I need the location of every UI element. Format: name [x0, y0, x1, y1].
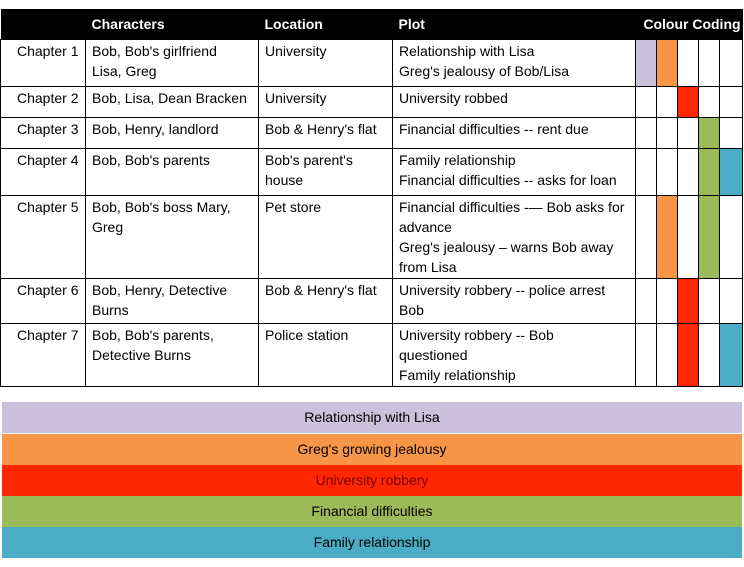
table-row	[1, 40, 743, 87]
location-cell	[259, 40, 393, 87]
header-colour-coding: Colour Coding	[636, 9, 743, 40]
colour-code-cell	[720, 279, 743, 324]
colour-code-cell	[678, 149, 699, 196]
chapter-cell: Chapter 5	[1, 196, 86, 279]
colour-code-cell-filled	[720, 324, 743, 387]
location-cell	[259, 279, 393, 324]
location-cell-line: University	[265, 43, 327, 59]
colour-code-cell-filled	[678, 324, 699, 387]
plot-cell-line: University robbery -- police arrest	[399, 282, 606, 298]
location-cell	[259, 87, 393, 118]
plot-cell-line: University robbery -- Bob	[399, 327, 554, 343]
colour-code-cell-filled	[699, 118, 720, 149]
plot-cell-line: Greg's jealousy of Bob/Lisa	[399, 63, 569, 79]
colour-code-cell-filled	[657, 40, 678, 87]
characters-cell	[86, 40, 259, 87]
characters-cell-line: Detective Burns	[92, 347, 191, 363]
table-row	[1, 279, 743, 324]
characters-cell-line: Bob, Henry, landlord	[92, 121, 219, 137]
header-blank	[1, 9, 86, 40]
colour-code-cell	[636, 87, 657, 118]
plot-cell-line: Financial difficulties -- asks for loan	[399, 172, 617, 188]
plot-cell-line: University robbed	[399, 90, 508, 106]
header-characters: Characters	[86, 9, 259, 40]
location-cell-line: Bob & Henry's flat	[265, 282, 377, 298]
colour-code-cell	[636, 118, 657, 149]
plot-cell-line: advance	[399, 219, 452, 235]
colour-code-cell	[657, 279, 678, 324]
colour-code-cell	[720, 87, 743, 118]
colour-code-cell	[636, 196, 657, 279]
plot-cell-line: from Lisa	[399, 259, 457, 275]
legend-item: Family relationship	[2, 527, 742, 558]
chapter-cell: Chapter 2	[1, 87, 86, 118]
plot-cell-line: Family relationship	[399, 367, 516, 383]
location-cell-line: house	[265, 172, 304, 188]
colour-code-cell	[678, 118, 699, 149]
plot-cell-line: Relationship with Lisa	[399, 43, 535, 59]
chapter-cell: Chapter 7	[1, 324, 86, 387]
colour-code-cell	[720, 40, 743, 87]
plot-cell-line: Family relationship	[399, 152, 516, 168]
colour-code-cell	[699, 40, 720, 87]
characters-cell-line: Bob, Lisa, Dean Bracken	[92, 90, 247, 106]
characters-cell	[86, 149, 259, 196]
plot-cell-line: Financial difficulties -— Bob asks for	[399, 199, 625, 215]
colour-code-cell-filled	[699, 149, 720, 196]
colour-code-cell	[720, 118, 743, 149]
plot-cell-line: Bob	[399, 302, 424, 318]
table-row	[1, 324, 743, 387]
plot-cell-line: Greg's jealousy – warns Bob away	[399, 239, 614, 255]
colour-code-cell	[636, 279, 657, 324]
colour-code-cell	[636, 324, 657, 387]
plot-cell	[393, 40, 636, 87]
colour-code-cell-filled	[678, 87, 699, 118]
table-row	[1, 196, 743, 279]
colour-code-cell	[657, 87, 678, 118]
header-location: Location	[259, 9, 393, 40]
colour-code-cell	[678, 40, 699, 87]
header-row	[1, 9, 743, 40]
characters-cell	[86, 196, 259, 279]
characters-cell-line: Greg	[92, 219, 124, 235]
location-cell-line: Bob's parent's	[265, 152, 353, 168]
table-row	[1, 149, 743, 196]
chapter-cell: Chapter 1	[1, 40, 86, 87]
colour-code-cell	[720, 196, 743, 279]
colour-code-cell-filled	[657, 196, 678, 279]
location-cell	[259, 196, 393, 279]
colour-code-cell-filled	[678, 279, 699, 324]
colour-code-cell-filled	[720, 149, 743, 196]
plot-cell-line: questioned	[399, 347, 468, 363]
colour-code-cell	[657, 149, 678, 196]
characters-cell-line: Burns	[92, 302, 129, 318]
location-cell-line: Police station	[265, 327, 349, 343]
colour-code-cell-filled	[636, 40, 657, 87]
colour-code-cell	[657, 118, 678, 149]
story-plan-table	[0, 9, 743, 387]
characters-cell-line: Bob, Bob's parents	[92, 152, 210, 168]
chapter-cell: Chapter 6	[1, 279, 86, 324]
colour-code-cell	[699, 87, 720, 118]
location-cell	[259, 118, 393, 149]
location-cell	[259, 324, 393, 387]
plot-cell-line: Financial difficulties -- rent due	[399, 121, 589, 137]
characters-cell-line: Bob, Henry, Detective	[92, 282, 228, 298]
table-row	[1, 118, 743, 149]
characters-cell-line: Bob, Bob's parents,	[92, 327, 214, 343]
characters-cell	[86, 87, 259, 118]
colour-code-cell	[678, 196, 699, 279]
characters-cell	[86, 324, 259, 387]
location-cell-line: Pet store	[265, 199, 322, 215]
location-cell	[259, 149, 393, 196]
legend-item: Relationship with Lisa	[2, 402, 742, 433]
characters-cell-line: Bob, Bob's boss Mary,	[92, 199, 231, 215]
characters-cell-line: Lisa, Greg	[92, 63, 157, 79]
colour-code-cell	[636, 149, 657, 196]
table-row	[1, 87, 743, 118]
chapter-cell: Chapter 4	[1, 149, 86, 196]
colour-code-cell	[657, 324, 678, 387]
characters-cell-line: Bob, Bob's girlfriend	[92, 43, 217, 59]
plot-cell	[393, 87, 636, 118]
plot-cell	[393, 279, 636, 324]
colour-code-cell-filled	[699, 196, 720, 279]
header-plot: Plot	[393, 9, 636, 40]
plot-cell	[393, 196, 636, 279]
legend-item: Financial difficulties	[2, 496, 742, 527]
location-cell-line: Bob & Henry's flat	[265, 121, 377, 137]
colour-code-cell	[699, 279, 720, 324]
plot-cell	[393, 324, 636, 387]
plot-cell	[393, 149, 636, 196]
colour-code-cell	[699, 324, 720, 387]
legend-item: University robbery	[2, 465, 742, 496]
chapter-cell: Chapter 3	[1, 118, 86, 149]
characters-cell	[86, 279, 259, 324]
characters-cell	[86, 118, 259, 149]
location-cell-line: University	[265, 90, 327, 106]
plot-cell	[393, 118, 636, 149]
legend-item: Greg's growing jealousy	[2, 434, 742, 465]
